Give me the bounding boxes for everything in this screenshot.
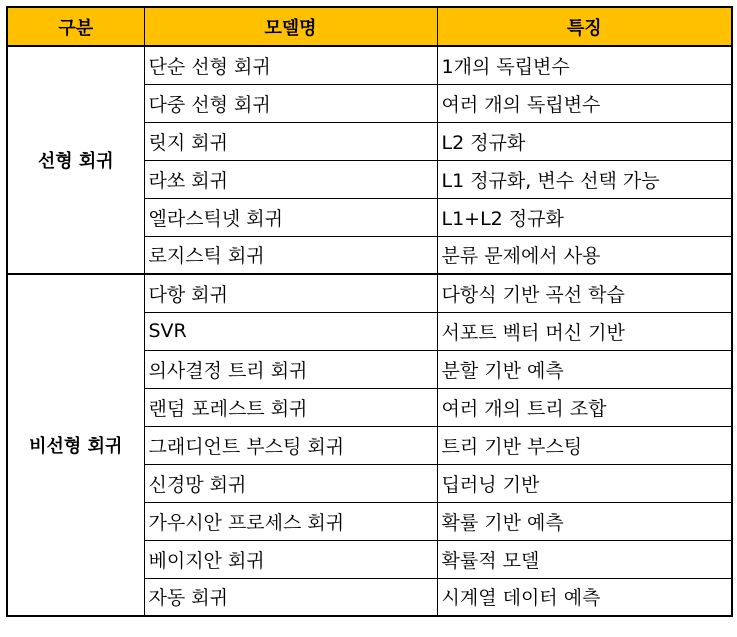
feature-cell: 서포트 벡터 머신 기반 bbox=[437, 312, 732, 350]
header-category: 구분 bbox=[7, 7, 144, 46]
feature-cell: 분류 문제에서 사용 bbox=[437, 236, 732, 274]
feature-cell: L1+L2 정규화 bbox=[437, 198, 732, 236]
model-cell: 다중 선형 회귀 bbox=[144, 84, 437, 122]
feature-cell: L2 정규화 bbox=[437, 122, 732, 160]
feature-cell: 여러 개의 트리 조합 bbox=[437, 388, 732, 426]
model-cell: 로지스틱 회귀 bbox=[144, 236, 437, 274]
header-feature: 특징 bbox=[437, 7, 732, 46]
model-cell: SVR bbox=[144, 312, 437, 350]
model-cell: 다항 회귀 bbox=[144, 274, 437, 312]
feature-cell: 확률적 모델 bbox=[437, 540, 732, 578]
model-cell: 그래디언트 부스팅 회귀 bbox=[144, 426, 437, 464]
model-cell: 신경망 회귀 bbox=[144, 464, 437, 502]
feature-cell: 딥러닝 기반 bbox=[437, 464, 732, 502]
model-cell: 의사결정 트리 회귀 bbox=[144, 350, 437, 388]
model-cell: 가우시안 프로세스 회귀 bbox=[144, 502, 437, 540]
feature-cell: L1 정규화, 변수 선택 가능 bbox=[437, 160, 732, 198]
category-nonlinear: 비선형 회귀 bbox=[7, 274, 144, 616]
regression-models-table bbox=[6, 6, 733, 617]
feature-cell: 다항식 기반 곡선 학습 bbox=[437, 274, 732, 312]
feature-cell: 시계열 데이터 예측 bbox=[437, 578, 732, 616]
category-linear: 선형 회귀 bbox=[7, 46, 144, 274]
feature-cell: 여러 개의 독립변수 bbox=[437, 84, 732, 122]
model-cell: 단순 선형 회귀 bbox=[144, 46, 437, 84]
table-row bbox=[7, 274, 732, 312]
feature-cell: 확률 기반 예측 bbox=[437, 502, 732, 540]
header-row bbox=[7, 7, 732, 46]
model-cell: 릿지 회귀 bbox=[144, 122, 437, 160]
table-row bbox=[7, 46, 732, 84]
model-cell: 베이지안 회귀 bbox=[144, 540, 437, 578]
feature-cell: 분할 기반 예측 bbox=[437, 350, 732, 388]
model-cell: 엘라스틱넷 회귀 bbox=[144, 198, 437, 236]
model-cell: 랜덤 포레스트 회귀 bbox=[144, 388, 437, 426]
header-model: 모델명 bbox=[144, 7, 437, 46]
feature-cell: 1개의 독립변수 bbox=[437, 46, 732, 84]
feature-cell: 트리 기반 부스팅 bbox=[437, 426, 732, 464]
model-cell: 라쏘 회귀 bbox=[144, 160, 437, 198]
model-cell: 자동 회귀 bbox=[144, 578, 437, 616]
